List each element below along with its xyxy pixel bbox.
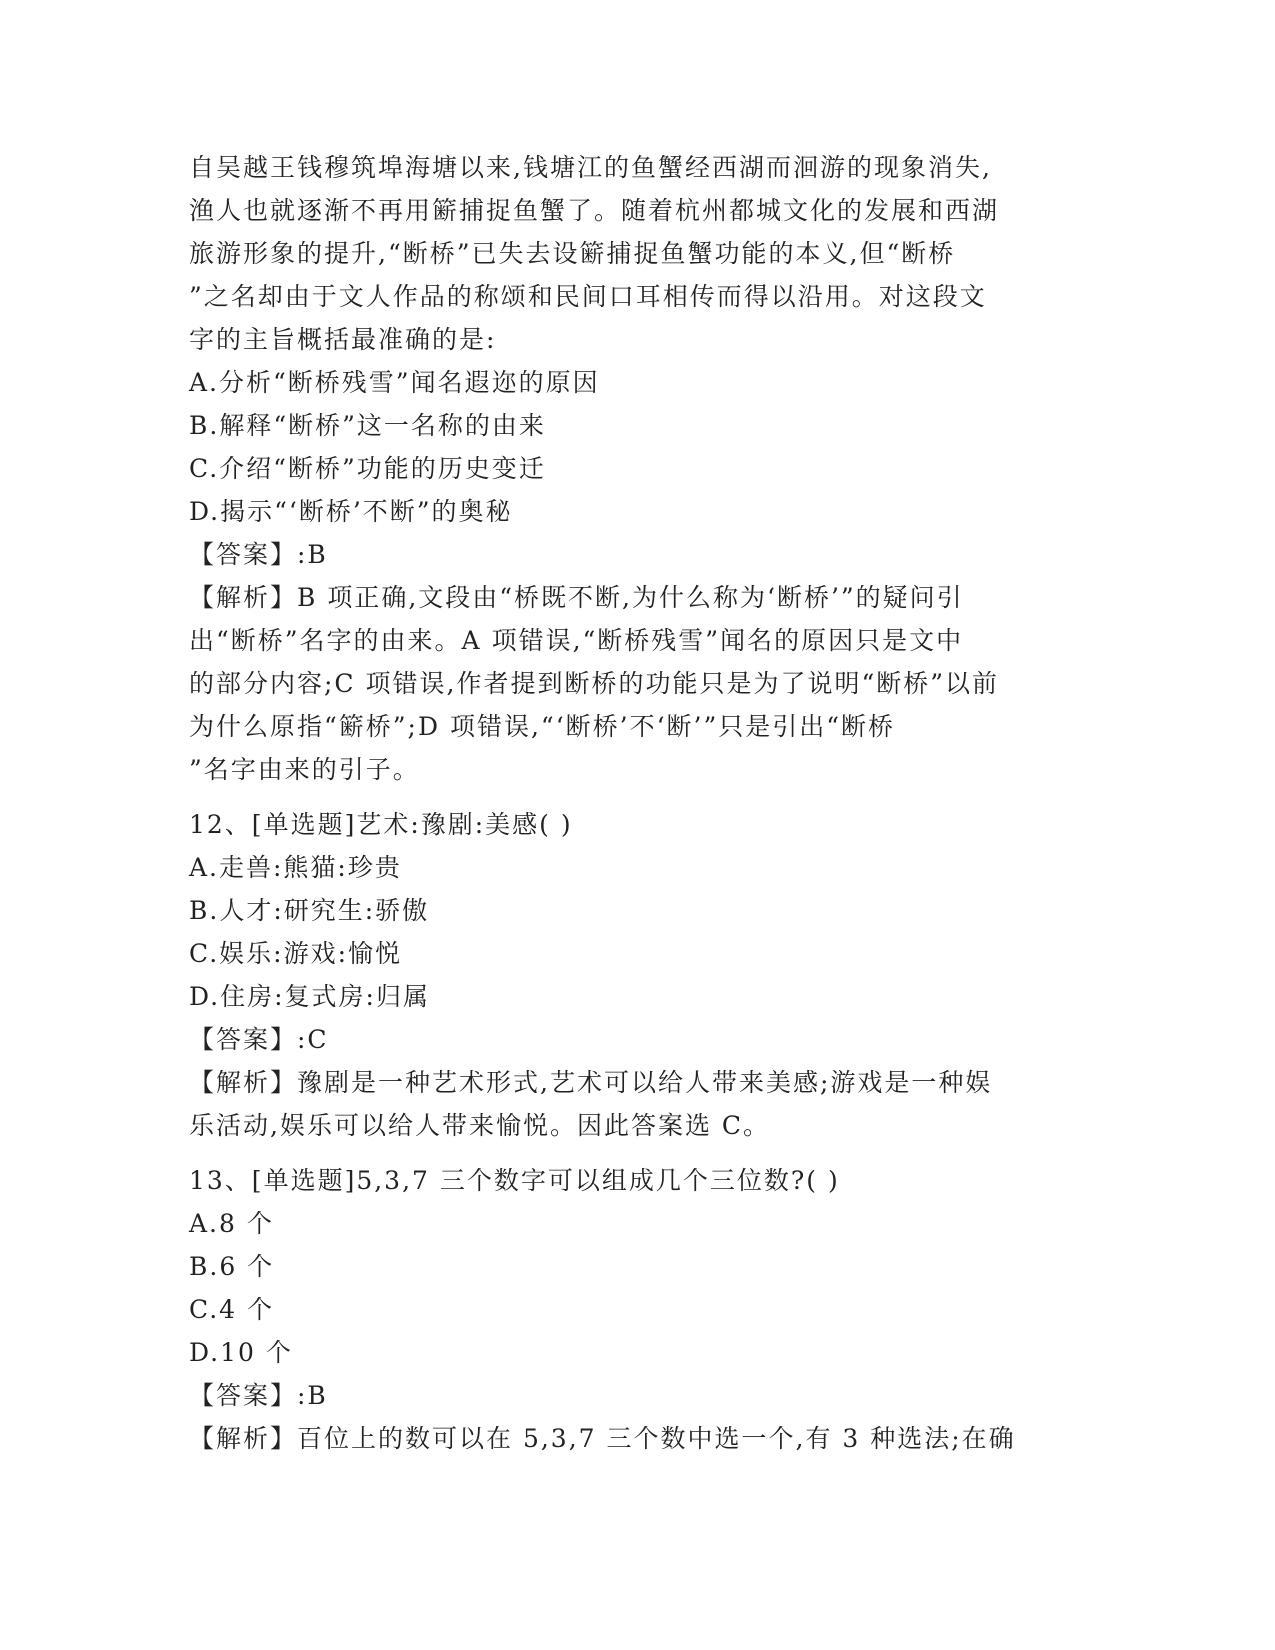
answer-line: 【答案】:B <box>189 540 328 569</box>
option-a: A.分析“断桥残雪”闻名遐迩的原因 <box>189 368 600 397</box>
analysis-line: ”名字由来的引子。 <box>189 755 420 784</box>
option-d: D.住房:复式房:归属 <box>189 982 430 1011</box>
question-stem-line: 自吴越王钱穆筑埠海塘以来,钱塘江的鱼蟹经西湖而洄游的现象消失, <box>189 153 992 182</box>
question-stem: 13、[单选题]5,3,7 三个数字可以组成几个三位数?( ) <box>189 1166 840 1195</box>
option-a: A.8 个 <box>189 1209 274 1238</box>
option-d: D.揭示“‘断桥’不断”的奥秘 <box>189 497 513 526</box>
option-d: D.10 个 <box>189 1338 293 1367</box>
analysis-line: 【解析】B 项正确,文段由“桥既不断,为什么称为‘断桥’”的疑问引 <box>189 583 964 612</box>
analysis-line: 出“断桥”名字的由来。A 项错误,“断桥残雪”闻名的原因只是文中 <box>189 626 964 655</box>
analysis-line: 为什么原指“簖桥”;D 项错误,“‘断桥’不‘断’”只是引出“断桥 <box>189 712 896 741</box>
option-b: B.6 个 <box>189 1252 275 1281</box>
question-stem-line: 渔人也就逐渐不再用簖捕捉鱼蟹了。随着杭州都城文化的发展和西湖 <box>189 196 1000 225</box>
option-c: C.娱乐:游戏:愉悦 <box>189 939 403 968</box>
question-12 <box>189 803 1089 1147</box>
question-stem-line: ”之名却由于文人作品的称颂和民间口耳相传而得以沿用。对这段文 <box>189 282 987 311</box>
question-13 <box>189 1159 1089 1460</box>
question-stem-line: 旅游形象的提升,“断桥”已失去设簖捕捉鱼蟹功能的本义,但“断桥 <box>189 239 956 268</box>
spacer <box>189 1147 1089 1159</box>
option-b: B.解释“断桥”这一名称的由来 <box>189 411 546 440</box>
analysis-line: 【解析】百位上的数可以在 5,3,7 三个数中选一个,有 3 种选法;在确 <box>189 1424 1016 1453</box>
answer-line: 【答案】:C <box>189 1025 329 1054</box>
option-c: C.4 个 <box>189 1295 275 1324</box>
spacer <box>189 791 1089 803</box>
answer-line: 【答案】:B <box>189 1381 328 1410</box>
option-b: B.人才:研究生:骄傲 <box>189 896 430 925</box>
option-a: A.走兽:熊猫:珍贵 <box>189 853 402 882</box>
question-stem-line: 字的主旨概括最准确的是: <box>189 325 497 354</box>
analysis-line: 的部分内容;C 项错误,作者提到断桥的功能只是为了说明“断桥”以前 <box>189 669 1000 698</box>
question-stem: 12、[单选题]艺术:豫剧:美感( ) <box>189 810 573 839</box>
analysis-line: 乐活动,娱乐可以给人带来愉悦。因此答案选 C。 <box>189 1111 771 1140</box>
option-c: C.介绍“断桥”功能的历史变迁 <box>189 454 546 483</box>
analysis-line: 【解析】豫剧是一种艺术形式,艺术可以给人带来美感;游戏是一种娱 <box>189 1068 993 1097</box>
page-content <box>189 146 1089 1460</box>
question-11 <box>189 146 1089 791</box>
